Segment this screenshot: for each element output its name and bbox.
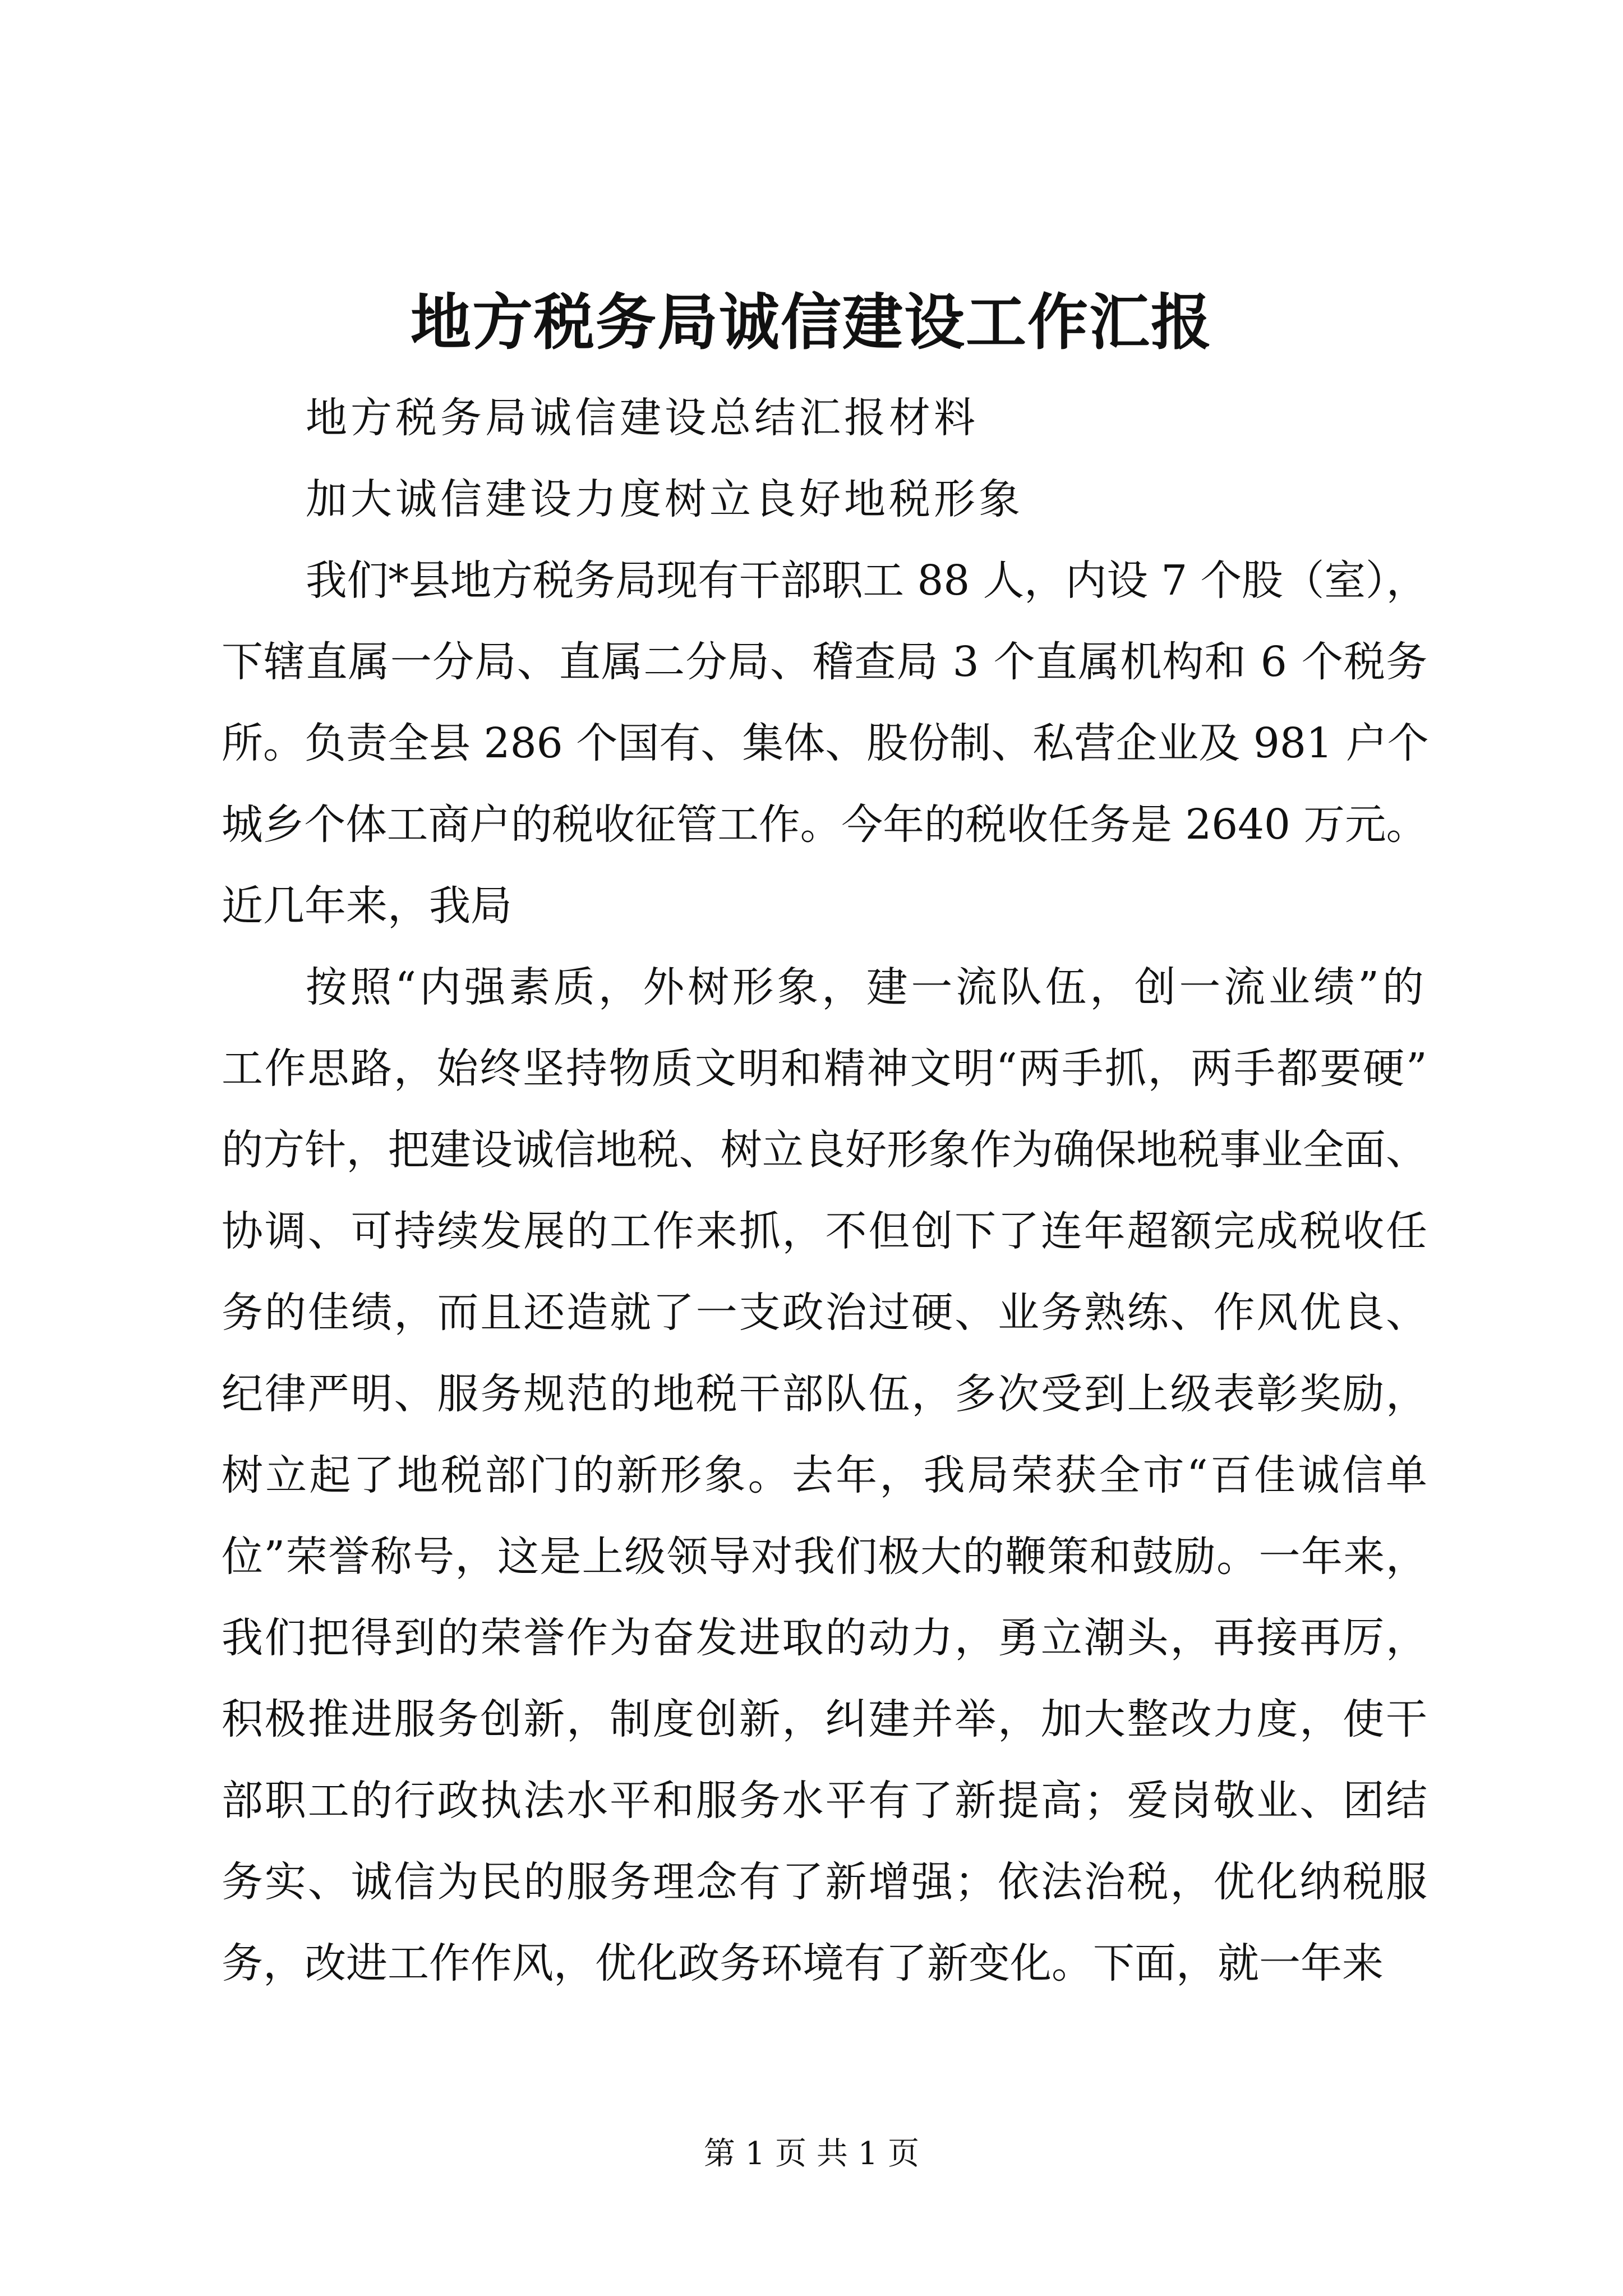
body-line: 的方针，把建设诚信地税、树立良好形象作为确保地税事业全面、 — [222, 1126, 1428, 1174]
body-line: 工作思路，始终坚持物质文明和精神文明“两手抓，两手都要硬” — [222, 1045, 1429, 1093]
body-line: 所。负责全县 286 个国有、集体、股份制、私营企业及 981 户个 — [222, 719, 1429, 767]
document-subtitle-2: 加大诚信建设力度树立良好地税形象 — [306, 475, 1023, 523]
document-subtitle-1: 地方税务局诚信建设总结汇报材料 — [306, 394, 979, 442]
body-line: 积极推进服务创新，制度创新，纠建并举，加大整改力度，使干 — [222, 1695, 1429, 1743]
body-line: 位”荣誉称号，这是上级领导对我们极大的鞭策和鼓励。一年来， — [222, 1533, 1428, 1581]
body-line: 部职工的行政执法水平和服务水平有了新提高；爱岗敬业、团结 — [222, 1777, 1429, 1825]
body-line: 我们把得到的荣誉作为奋发进取的动力，勇立潮头，再接再厉， — [222, 1614, 1429, 1662]
body-line: 协调、可持续发展的工作来抓，不但创下了连年超额完成税收任 — [222, 1207, 1429, 1255]
body-line: 城乡个体工商户的税收征管工作。今年的税收任务是 2640 万元。 — [222, 800, 1428, 849]
page-footer: 第 1 页 共 1 页 — [703, 2136, 920, 2172]
body-line: 务的佳绩，而且还造就了一支政治过硬、业务熟练、作风优良、 — [222, 1289, 1429, 1337]
body-line: 纪律严明、服务规范的地税干部队伍，多次受到上级表彰奖励， — [222, 1370, 1429, 1418]
document-title: 地方税务局诚信建设工作汇报 — [410, 287, 1212, 358]
body-line: 近几年来，我局 — [222, 882, 512, 930]
body-line: 务，改进工作作风，优化政务环境有了新变化。下面，就一年来 — [222, 1939, 1384, 1987]
body-line: 下辖直属一分局、直属二分局、稽查局 3 个直属机构和 6 个税务 — [222, 638, 1428, 686]
body-line: 务实、诚信为民的服务理念有了新增强；依法治税，优化纳税服 — [222, 1858, 1429, 1906]
body-line: 树立起了地税部门的新形象。去年，我局荣获全市“百佳诚信单 — [222, 1451, 1430, 1499]
body-line: 我们*县地方税务局现有干部职工 88 人，内设 7 个股（室）， — [306, 556, 1428, 605]
body-line: 按照“内强素质，外树形象，建一流队伍，创一流业绩”的 — [306, 963, 1427, 1011]
